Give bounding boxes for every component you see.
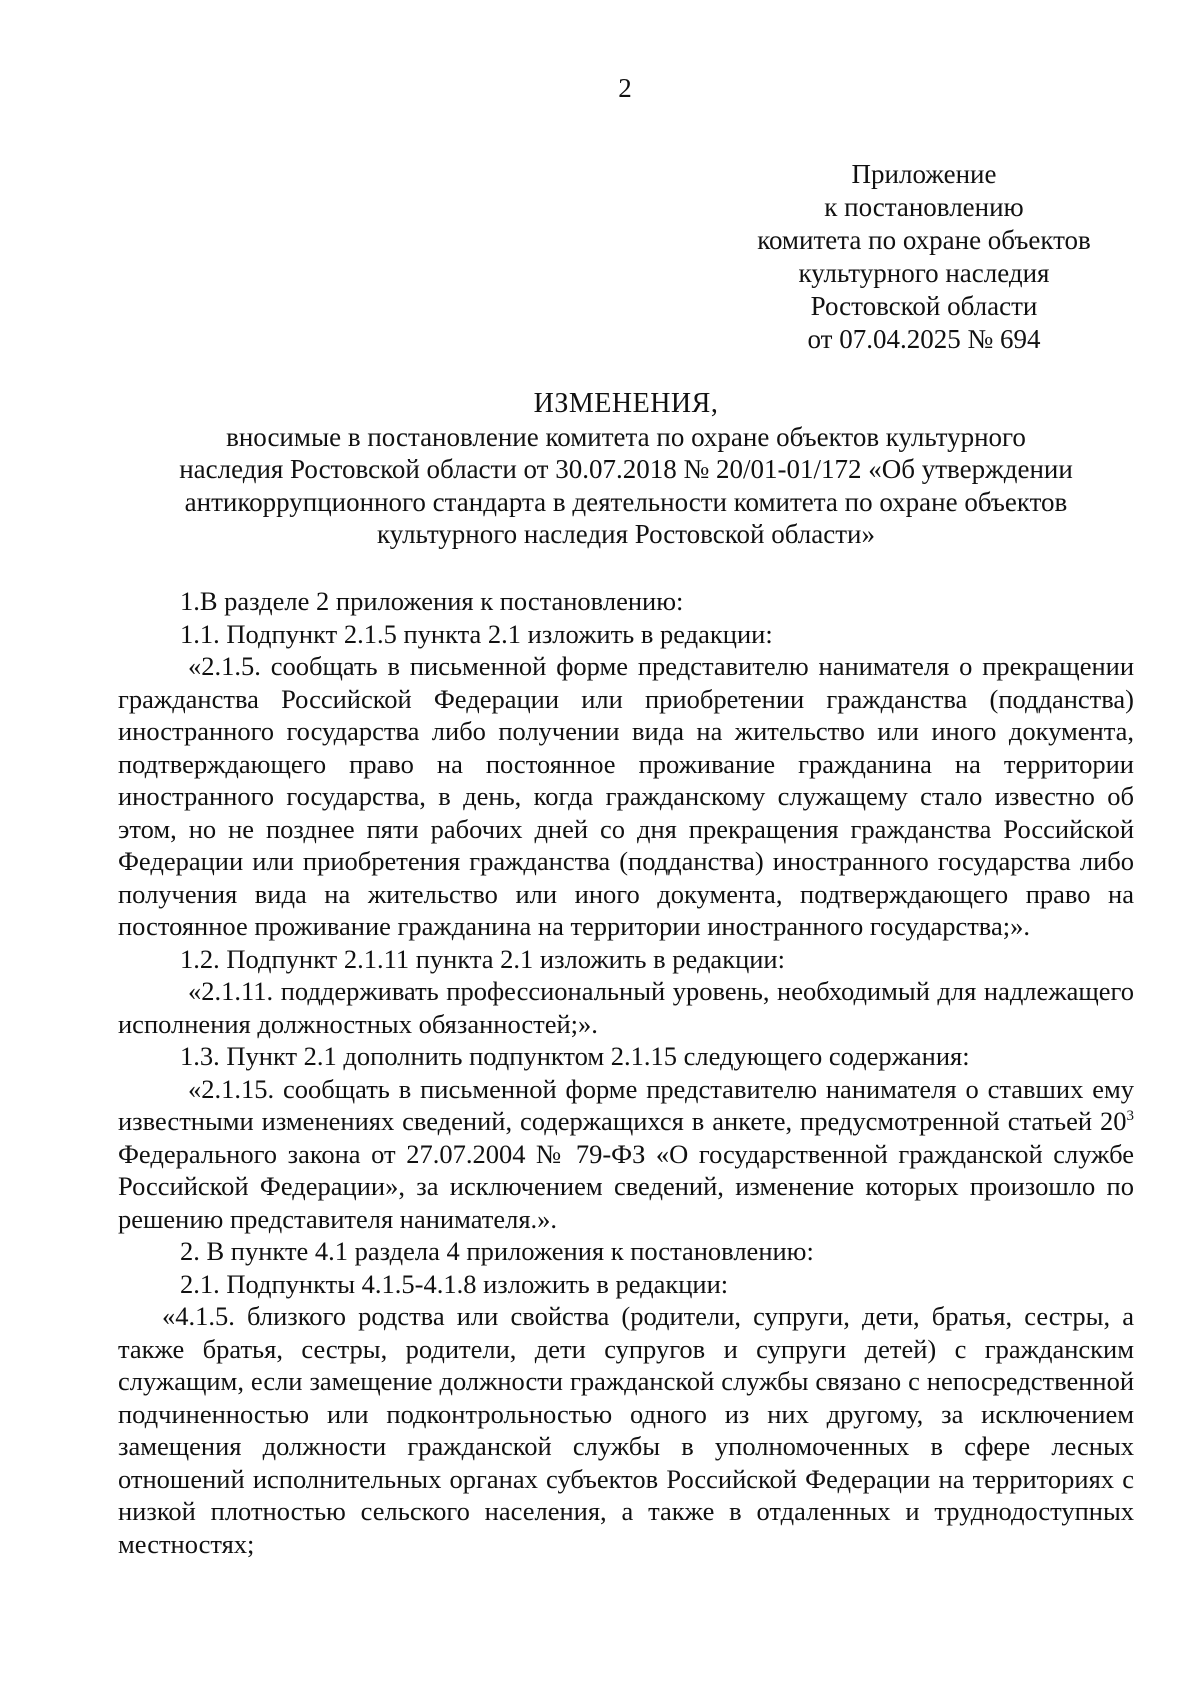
title-line: культурного наследия Ростовской области» xyxy=(377,519,875,549)
document-body xyxy=(118,585,1134,1560)
paragraph-2-1: 2.1. Подпункты 4.1.5-4.1.8 изложить в редакции: xyxy=(180,1268,729,1299)
paragraph-2: 2. В пункте 4.1 раздела 4 приложения к постановлению: xyxy=(180,1236,814,1266)
paragraph-1-3-text-end: Федерального закона от 27.07.2004 № 79-ФЗ «О государственной гражданской службе Российской Федерации», за исключением сведений, изменение которых произошло по решению представителя нанимателя.». xyxy=(118,1138,1134,1234)
paragraph-1-3: 1.3. Пункт 2.1 дополнить подпунктом 2.1.15 следующего содержания: xyxy=(180,1041,970,1071)
title-line: антикоррупционного стандарта в деятельности комитета по охране объектов xyxy=(184,486,1068,517)
paragraph-1: 1.В разделе 2 приложения к постановлению: xyxy=(180,586,684,616)
title-heading: ИЗМЕНЕНИЯ, xyxy=(533,388,719,419)
paragraph-1-1: 1.1. Подпункт 2.1.5 пункта 2.1 изложить в редакции: xyxy=(180,618,773,649)
document-title xyxy=(118,388,1134,551)
appendix-line: от 07.04.2025 № 694 xyxy=(807,324,1041,354)
title-line: вносимые в постановление комитета по охране объектов культурного xyxy=(226,421,1026,452)
paragraph-1-3-text xyxy=(118,1073,1134,1236)
superscript-3: 3 xyxy=(1126,1108,1134,1125)
paragraph-1-1-text: «2.1.5. сообщать в письменной форме представителю нанимателя о прекращении гражданства Российской Федерации или приобретении гражданства (подданства) иностранного государства либо получении вида на жительство или иного документа, подтверждающего право на постоянное проживание гражданина на территории иностранного государства, в день, когда гражданскому служащему стало известно об этом, но не позднее пяти рабочих дней со дня прекращения гражданства Российской Федерации или приобретения гражданства (подданства) иностранного государства либо получения вида на жительство или иного документа, подтверждающего право на постоянное проживание гражданина на территории иностранного государства;». xyxy=(118,651,1134,941)
appendix-line: Приложение xyxy=(851,159,997,189)
appendix-line: культурного наследия xyxy=(798,258,1050,288)
paragraph-1-2: 1.2. Подпункт 2.1.11 пункта 2.1 изложить в редакции: xyxy=(180,943,785,974)
appendix-header xyxy=(728,158,1120,356)
appendix-line: комитета по охране объектов xyxy=(757,225,1091,255)
title-line: наследия Ростовской области от 30.07.2018 № 20/01-01/172 «Об утверждении xyxy=(179,454,1073,484)
appendix-line: Ростовской области xyxy=(810,291,1038,321)
appendix-line: к постановлению xyxy=(824,192,1024,222)
page-number: 2 xyxy=(618,73,632,103)
paragraph-2-1-text: «4.1.5. близкого родства или свойства (родители, супруги, дети, братья, сестры, а также братья, сестры, родители, дети супругов и супруги детей) с гражданским служащим, если замещение должности гражданской службы связано с непосредственной подчиненностью или подконтрольностью одного из них другому, за исключением замещения должности гражданской службы в уполномоченных в сфере лесных отношений исполнительных органах субъектов Российской Федерации на территориях с низкой плотностью сельского населения, а также в отдаленных и труднодоступных местностях; xyxy=(118,1301,1134,1559)
paragraph-1-3-text-start: «2.1.15. сообщать в письменной форме представителю нанимателя о ставших ему известными изменениях сведений, содержащихся в анкете, предусмотренной статьей 20 xyxy=(118,1073,1134,1136)
paragraph-1-2-text: «2.1.11. поддерживать профессиональный уровень, необходимый для надлежащего исполнения должностных обязанностей;». xyxy=(118,976,1134,1039)
